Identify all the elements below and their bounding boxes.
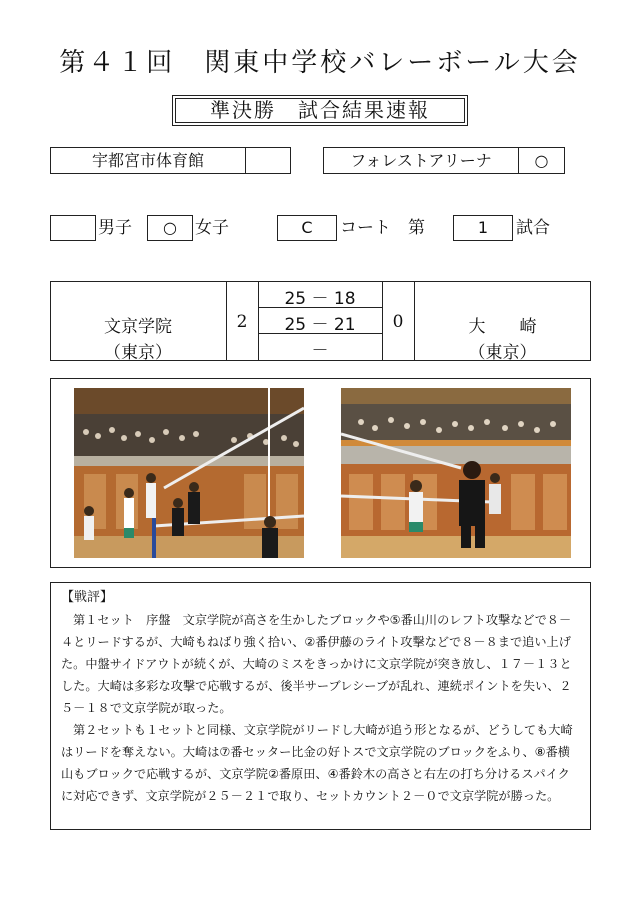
team-b-sets-won: 0 <box>392 312 404 332</box>
team-b-region: （東京） <box>468 343 537 363</box>
volleyball-photo-2-image <box>341 388 571 558</box>
girls-mark-box: ○ <box>147 215 193 241</box>
page-title: 第４１回 関東中学校バレーボール大会 <box>59 48 581 78</box>
set-2-score: 25 － 21 <box>284 315 356 335</box>
team-a-sets-won: 2 <box>236 312 248 332</box>
commentary-paragraph-2: 第２セットも１セットと同様、文京学院がリードし大崎が追う形となるが、どうしても大崎はリードを奪えない。大崎は⑦番セッター比金の好トスで文京学院のブロックをふり、⑧番横山もブロックで応戦するが、文京学院②番原田、④番鈴木の高さと右左の打ち分けるスパイクに対応できず、文京学院が２５－２１で取り、セットカウント２－０で文京学院が勝った。 <box>61 723 573 803</box>
boys-mark-box <box>50 215 96 241</box>
commentary-heading: 【戦評】 <box>61 590 114 605</box>
venue-left-name: 宇都宮市体育館 <box>50 147 246 174</box>
boys-label: 男子 <box>98 218 132 238</box>
commentary-box <box>50 582 591 830</box>
report-subtitle: 準決勝 試合結果速報 <box>172 95 468 126</box>
court-label: コート 第 <box>340 218 425 238</box>
venue-left-mark <box>245 147 291 174</box>
court-value-box: C <box>277 215 337 241</box>
set-3-score: － <box>311 341 329 361</box>
match-photo-1 <box>74 388 304 558</box>
venue-right-name: フォレストアリーナ <box>323 147 519 174</box>
match-number-box: 1 <box>453 215 513 241</box>
girls-label: 女子 <box>195 218 229 238</box>
set-1-score: 25 － 18 <box>284 289 356 309</box>
match-photo-2 <box>341 388 571 558</box>
team-a-region: （東京） <box>104 343 172 363</box>
match-label: 試合 <box>516 218 550 238</box>
team-b-name: 大 崎 <box>468 317 537 337</box>
volleyball-photo-1-image <box>74 388 304 558</box>
team-a-name: 文京学院 <box>104 317 172 337</box>
commentary-paragraph-1: 第１セット 序盤 文京学院が高さを生かしたブロックや⑤番山川のレフト攻撃などで８－４とリードするが、大崎もねばり強く拾い、②番伊藤のライト攻撃などで８－８まで追い上げた。中盤サイドアウトが続くが、大崎のミスをきっかけに文京学院が突き放し、１７－１３とした。大崎は多彩な攻撃で応戦するが、後半サーブレシーブが乱れ、連続ポイントを失い、２５－１８で文京学院が取った。 <box>61 613 572 715</box>
venue-right-mark: ○ <box>518 147 565 174</box>
